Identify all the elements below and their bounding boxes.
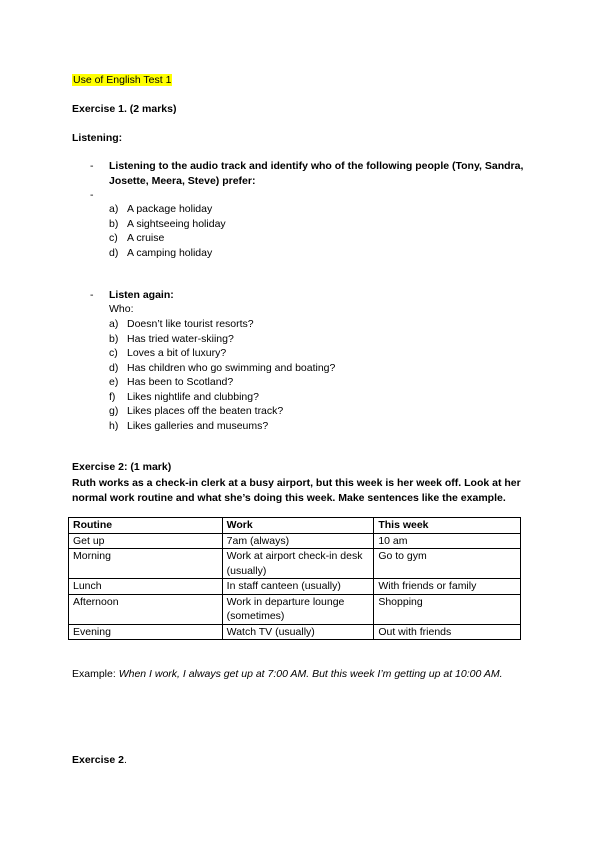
example-text: When I work, I always get up at 7:00 AM. But this week I’m getting up at 10:00 AM. (118, 668, 503, 680)
item-label: e) (109, 376, 119, 388)
table-row (69, 579, 521, 595)
item-label: f) (109, 390, 116, 403)
column-header: This week (374, 518, 521, 534)
table-cell: Out with friends (374, 624, 521, 640)
instruction-line-2: Josette, Meera, Steve) prefer: (109, 175, 256, 187)
bullet-dash: - (90, 289, 94, 301)
item-label: d) (109, 361, 119, 374)
example-sentence (72, 667, 524, 682)
item-text: A cruise (127, 232, 165, 244)
table-cell: In staff canteen (usually) (222, 579, 374, 595)
item-label: c) (109, 232, 118, 244)
item-label: b) (109, 217, 119, 230)
item-label: a) (109, 318, 119, 330)
example-label: Example: (72, 668, 116, 680)
item-label: h) (109, 419, 119, 432)
table-cell: Watch TV (usually) (222, 624, 374, 640)
exercise-1-heading: Exercise 1. (2 marks) (72, 103, 177, 115)
table-row (69, 533, 521, 549)
bullet-dash: - (90, 160, 94, 172)
item-label: d) (109, 246, 119, 259)
exercise-2-heading: Exercise 2: (1 mark) (72, 461, 172, 473)
table-cell: Get up (69, 533, 223, 549)
table-cell: Morning (69, 549, 223, 579)
table-cell: 7am (always) (222, 533, 374, 549)
item-text: A sightseeing holiday (127, 217, 226, 230)
item-text: Likes nightlife and clubbing? (127, 390, 259, 403)
table-header-row (69, 518, 521, 534)
exercise-2-instructions: Ruth works as a check-in clerk at a busy airport, but this week is her week off. Look at her normal work routine and what she’s doing this week. Make sentences like the example. (72, 477, 521, 504)
item-text: Has been to Scotland? (127, 376, 234, 388)
item-text: Likes galleries and museums? (127, 419, 269, 432)
item-label: b) (109, 332, 119, 345)
item-text: Has children who go swimming and boating? (127, 361, 336, 374)
item-text: Has tried water-skiing? (127, 332, 234, 345)
item-label: c) (109, 347, 118, 359)
table-cell: Lunch (69, 579, 223, 595)
table-row (69, 594, 521, 624)
exercise-3-heading-text: Exercise 2 (72, 754, 124, 766)
item-label: a) (109, 203, 119, 215)
table-row (69, 624, 521, 640)
item-text: A package holiday (127, 203, 213, 215)
table-cell: Work in departure lounge (sometimes) (222, 594, 374, 624)
bullet-dash: - (90, 189, 94, 201)
table-cell: Shopping (374, 594, 521, 624)
routine-table (68, 517, 521, 640)
who-label: Who: (109, 303, 134, 315)
listen-again-label: Listen again: (109, 289, 174, 301)
exercise-3-heading (72, 754, 127, 766)
table-row (69, 549, 521, 579)
table-cell: Work at airport check-in desk (usually) (222, 549, 374, 579)
table-cell: Afternoon (69, 594, 223, 624)
exercise-3-period: . (123, 754, 127, 766)
item-label: g) (109, 405, 119, 417)
document-title: Use of English Test 1 (73, 74, 172, 86)
listening-label: Listening: (72, 132, 123, 144)
table-cell: Go to gym (374, 549, 521, 579)
instruction-line-1: Listening to the audio track and identify who of the following people (Tony, Sandra, (109, 160, 524, 172)
item-text: Likes places off the beaten track? (127, 405, 284, 417)
table-cell: With friends or family (374, 579, 521, 595)
column-header: Routine (69, 518, 223, 534)
column-header: Work (222, 518, 374, 534)
table-cell: Evening (69, 624, 223, 640)
item-text: A camping holiday (127, 246, 213, 259)
table-cell: 10 am (374, 533, 521, 549)
item-text: Doesn’t like tourist resorts? (127, 318, 254, 330)
item-text: Loves a bit of luxury? (127, 347, 227, 359)
